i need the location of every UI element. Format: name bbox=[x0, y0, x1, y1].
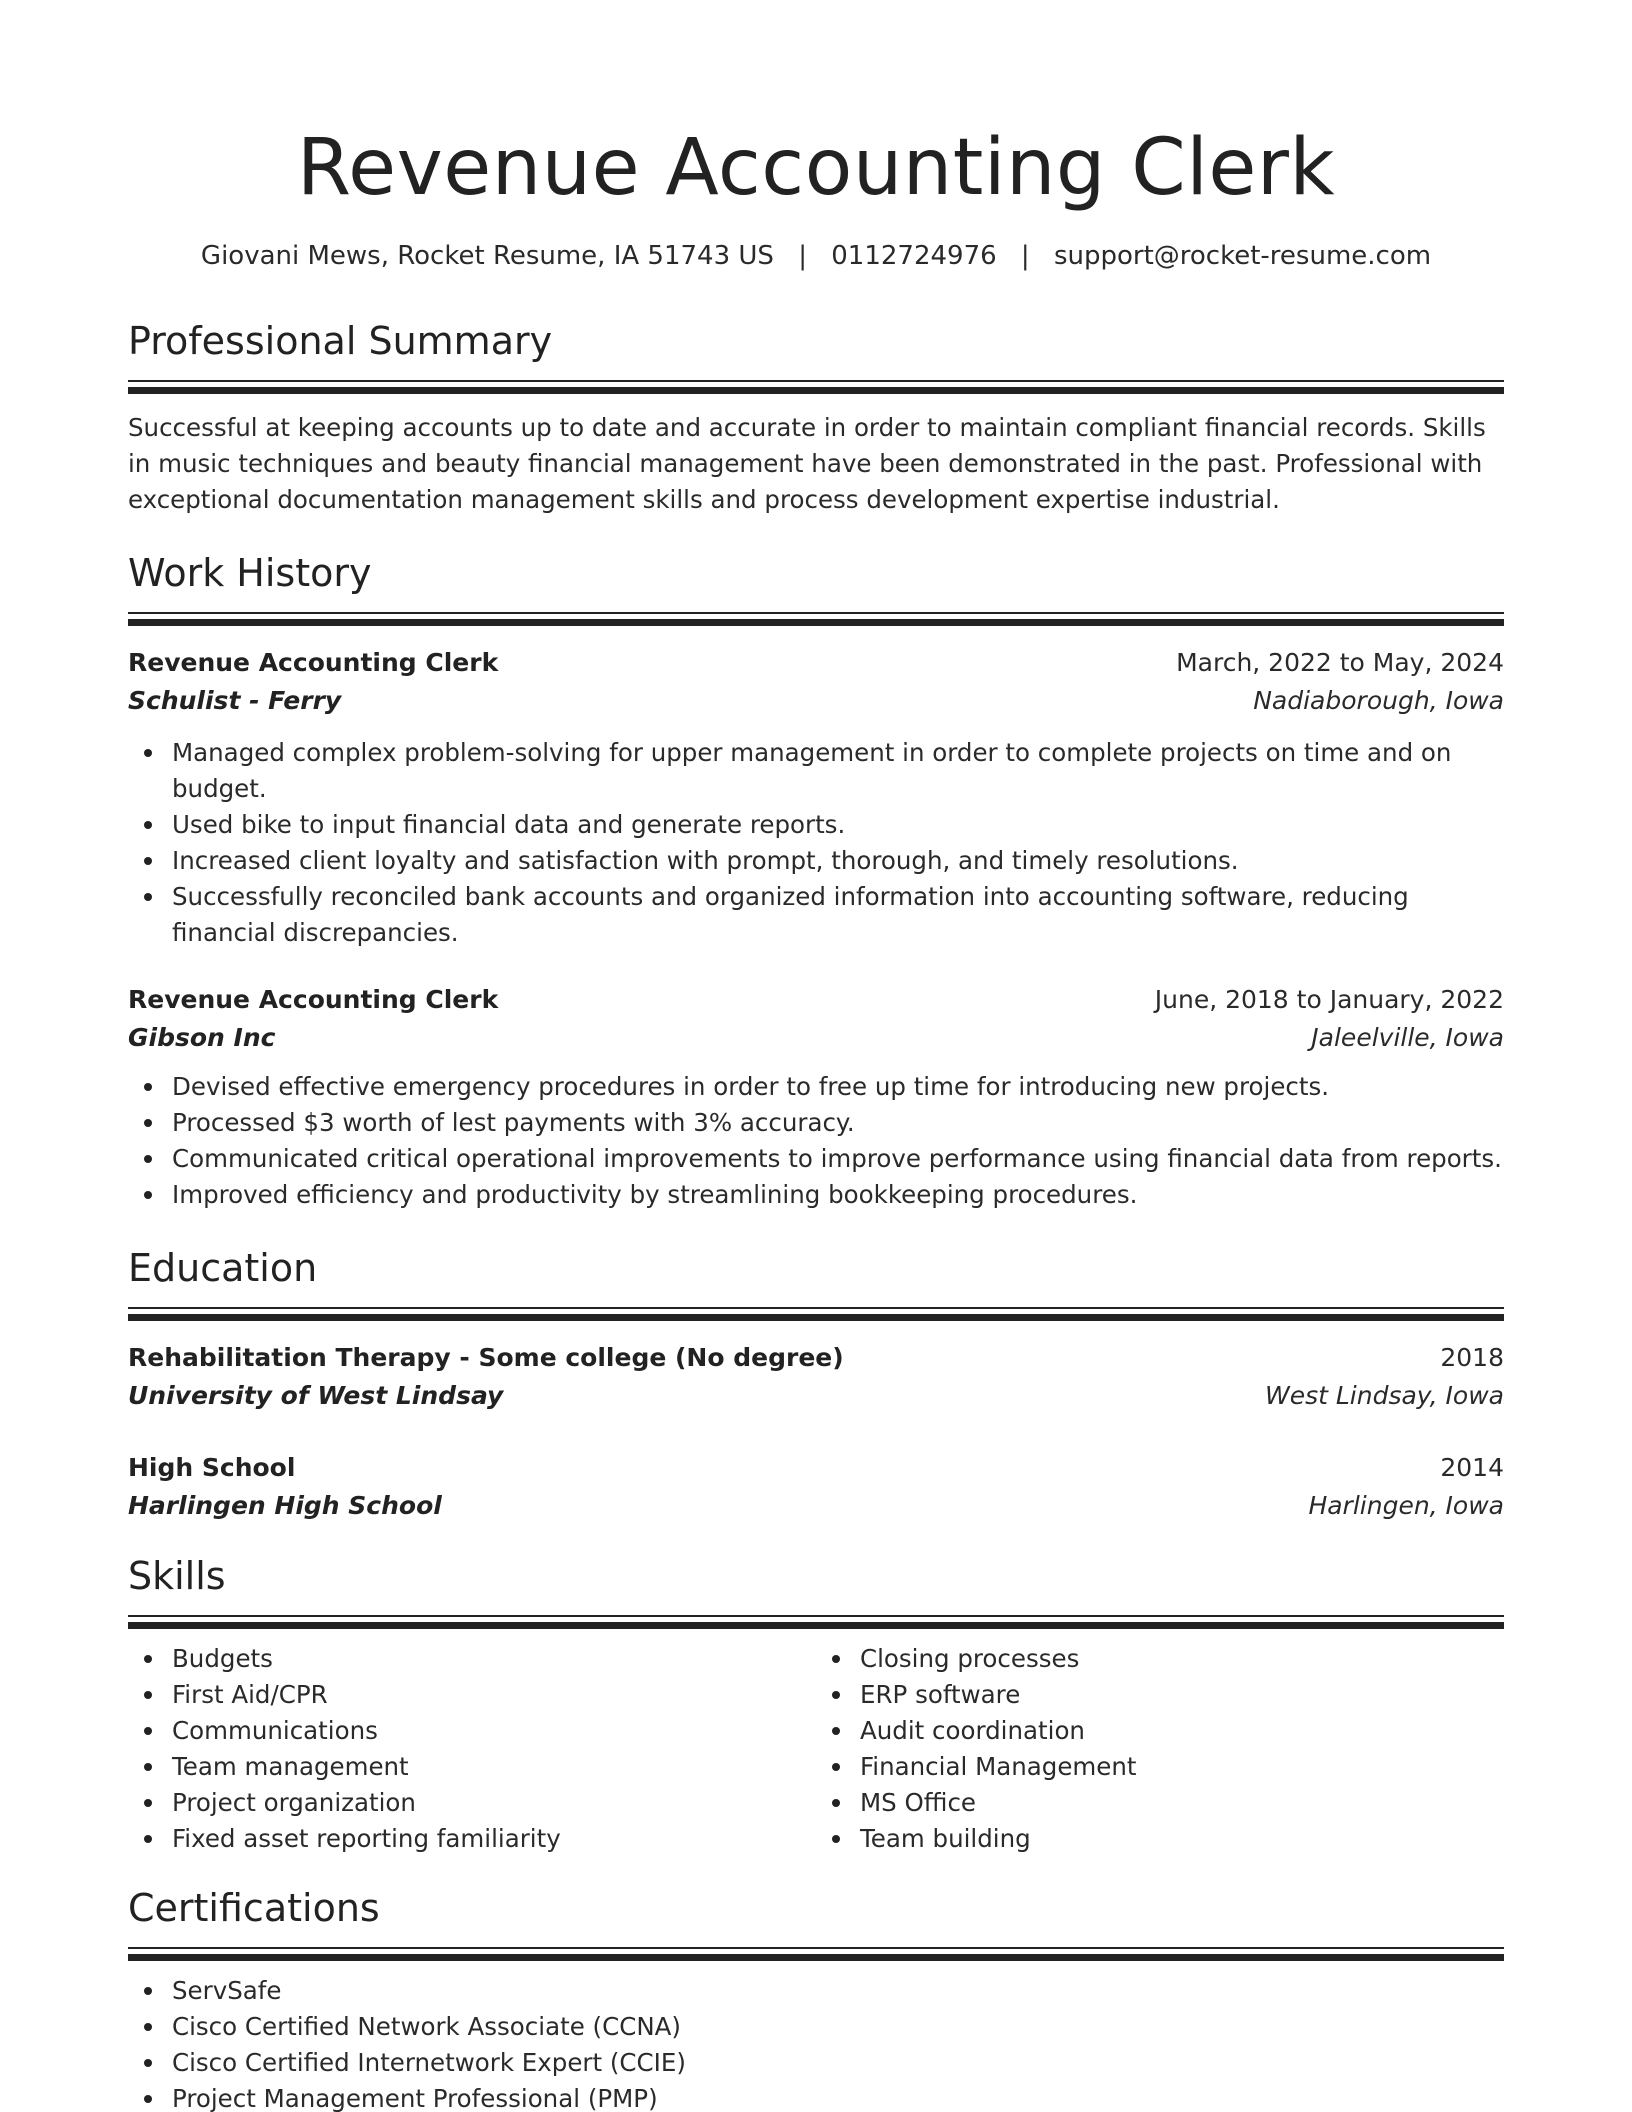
list-item: Fixed asset reporting familiarity bbox=[128, 1821, 816, 1857]
job-company: Schulist - Ferry bbox=[128, 686, 342, 715]
list-item: Processed $3 worth of lest payments with 3% accuracy. bbox=[128, 1105, 1504, 1141]
work-history-section bbox=[128, 548, 1504, 1213]
section-heading: Professional Summary bbox=[128, 319, 553, 363]
job-bullets bbox=[128, 735, 1504, 951]
certifications-list bbox=[128, 1973, 1504, 2112]
education-year: 2014 bbox=[1440, 1453, 1504, 1482]
list-item: Successfully reconciled bank accounts and organized information into accounting software, reducing financial discrepancies. bbox=[128, 879, 1504, 951]
job-entry bbox=[128, 981, 1504, 1213]
section-divider bbox=[128, 380, 1504, 394]
list-item: Budgets bbox=[128, 1641, 816, 1677]
education-entry bbox=[128, 1339, 1504, 1415]
list-item: Devised effective emergency procedures in order to free up time for introducing new projects. bbox=[128, 1069, 1504, 1105]
education-section bbox=[128, 1243, 1504, 1525]
list-item: Closing processes bbox=[816, 1641, 1504, 1677]
education-degree: High School bbox=[128, 1453, 296, 1482]
list-item: Managed complex problem-solving for upper management in order to complete projects on time and on budget. bbox=[128, 735, 1504, 807]
certifications-section bbox=[128, 1883, 1504, 2112]
list-item: Team building bbox=[816, 1821, 1504, 1857]
education-location: West Lindsay, Iowa bbox=[1265, 1381, 1504, 1410]
contact-phone: 0112724976 bbox=[831, 241, 997, 271]
job-bullets bbox=[128, 1069, 1504, 1213]
contact-line bbox=[128, 238, 1504, 274]
summary-section bbox=[128, 316, 1504, 518]
contact-email: support@rocket-resume.com bbox=[1053, 241, 1432, 271]
list-item: Project Management Professional (PMP) bbox=[128, 2081, 1504, 2112]
list-item: Financial Management bbox=[816, 1749, 1504, 1785]
contact-separator: | bbox=[798, 241, 807, 271]
contact-separator: | bbox=[1020, 241, 1030, 271]
list-item: Communications bbox=[128, 1713, 816, 1749]
list-item: Used bike to input financial data and generate reports. bbox=[128, 807, 1504, 843]
list-item: Team management bbox=[128, 1749, 816, 1785]
job-company: Gibson Inc bbox=[128, 1023, 276, 1052]
list-item: MS Office bbox=[816, 1785, 1504, 1821]
education-school: University of West Lindsay bbox=[128, 1381, 504, 1410]
skills-grid bbox=[128, 1641, 1504, 1857]
skills-section bbox=[128, 1551, 1504, 1857]
section-divider bbox=[128, 1615, 1504, 1629]
list-item: Audit coordination bbox=[816, 1713, 1504, 1749]
summary-text: Successful at keeping accounts up to date and accurate in order to maintain compliant financial records. Skills in music techniques and beauty financial management have been demonstrated in the past. Professional with exceptional documentation management skills and process development expertise industrial. bbox=[128, 413, 1486, 514]
section-heading: Certifications bbox=[128, 1886, 380, 1930]
section-heading: Work History bbox=[128, 551, 372, 595]
job-entry bbox=[128, 644, 1504, 951]
job-title: Revenue Accounting Clerk bbox=[128, 985, 499, 1014]
skills-column-right bbox=[816, 1641, 1504, 1857]
job-dates: March, 2022 to May, 2024 bbox=[1176, 648, 1504, 677]
list-item: ERP software bbox=[816, 1677, 1504, 1713]
section-divider bbox=[128, 612, 1504, 626]
list-item: Cisco Certified Network Associate (CCNA) bbox=[128, 2009, 1504, 2045]
job-location: Nadiaborough, Iowa bbox=[1253, 686, 1504, 715]
list-item: Project organization bbox=[128, 1785, 816, 1821]
section-divider bbox=[128, 1947, 1504, 1961]
list-item: First Aid/CPR bbox=[128, 1677, 816, 1713]
contact-address: Giovani Mews, Rocket Resume, IA 51743 US bbox=[200, 241, 774, 271]
skills-column-left bbox=[128, 1641, 816, 1857]
job-location: Jaleelville, Iowa bbox=[1311, 1023, 1504, 1052]
list-item: ServSafe bbox=[128, 1973, 1504, 2009]
section-heading: Education bbox=[128, 1246, 318, 1290]
education-degree: Rehabilitation Therapy - Some college (No degree) bbox=[128, 1343, 844, 1372]
list-item: Improved efficiency and productivity by streamlining bookkeeping procedures. bbox=[128, 1177, 1504, 1213]
section-divider bbox=[128, 1307, 1504, 1321]
education-school: Harlingen High School bbox=[128, 1491, 442, 1520]
education-entry bbox=[128, 1449, 1504, 1525]
list-item: Communicated critical operational improvements to improve performance using financial data from reports. bbox=[128, 1141, 1504, 1177]
education-year: 2018 bbox=[1440, 1343, 1504, 1372]
section-heading: Skills bbox=[128, 1554, 226, 1598]
education-location: Harlingen, Iowa bbox=[1308, 1491, 1504, 1520]
list-item: Cisco Certified Internetwork Expert (CCIE) bbox=[128, 2045, 1504, 2081]
job-title: Revenue Accounting Clerk bbox=[128, 648, 499, 677]
list-item: Increased client loyalty and satisfaction with prompt, thorough, and timely resolutions. bbox=[128, 843, 1504, 879]
job-dates: June, 2018 to January, 2022 bbox=[1154, 985, 1504, 1014]
resume-title: Revenue Accounting Clerk bbox=[296, 123, 1336, 213]
